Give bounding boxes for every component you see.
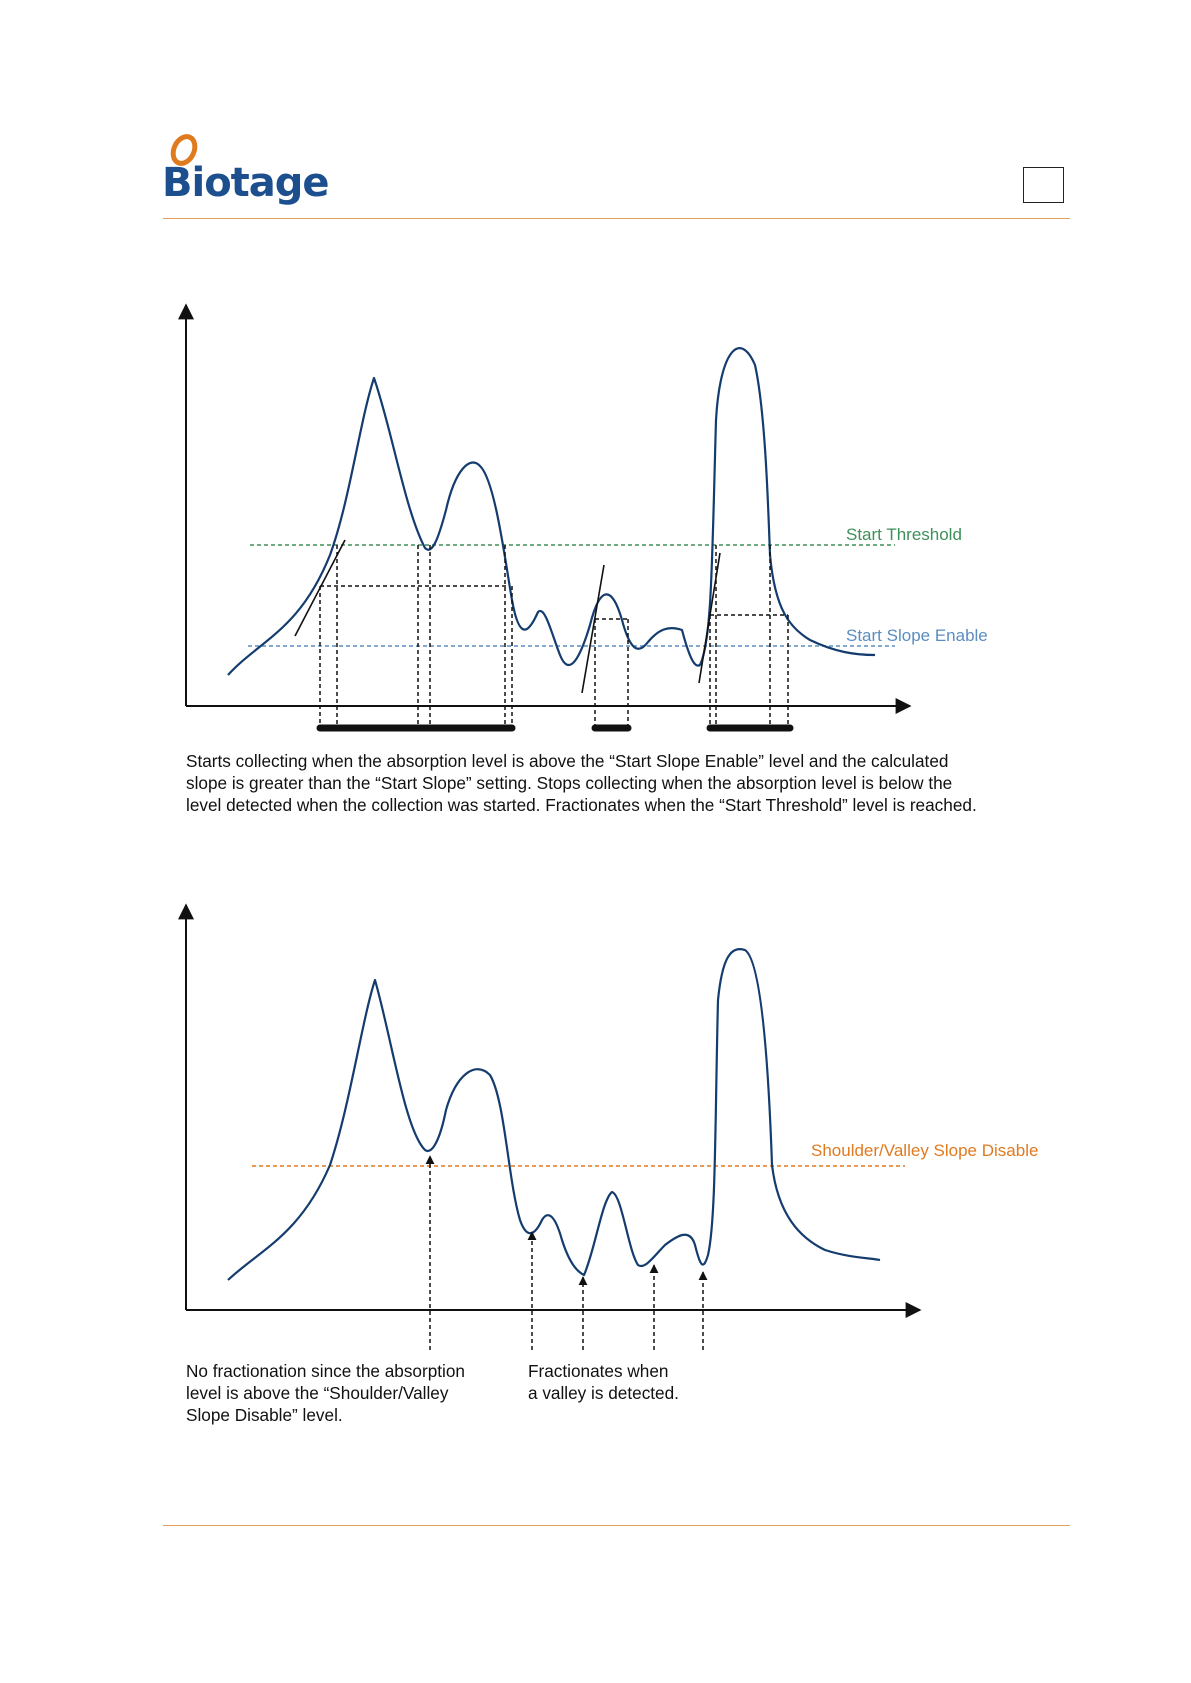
figure-2-caption-left <box>186 1360 496 1426</box>
shoulder-valley-label: Shoulder/Valley Slope Disable <box>811 1141 1039 1160</box>
caption-line: Starts collecting when the absorption level is above the “Start Slope Enable” level and the calculated <box>186 751 949 771</box>
caption-line: Slope Disable” level. <box>186 1405 343 1425</box>
caption-line: slope is greater than the “Start Slope” setting. Stops collecting when the absorption level is below the <box>186 773 953 793</box>
footer-divider <box>163 1525 1070 1526</box>
start-threshold-label: Start Threshold <box>846 525 962 544</box>
caption-line: a valley is detected. <box>528 1383 679 1403</box>
caption-line: No fractionation since the absorption <box>186 1361 465 1381</box>
caption-line: level detected when the collection was started. Fractionates when the “Start Threshold” level is reached. <box>186 795 977 815</box>
figure-2-caption-right <box>528 1360 728 1404</box>
start-slope-enable-label: Start Slope Enable <box>846 626 988 645</box>
caption-line: Fractionates when <box>528 1361 669 1381</box>
caption-line: level is above the “Shoulder/Valley <box>186 1383 449 1403</box>
brand-logo: Biotage <box>162 160 329 206</box>
absorbance-curve <box>228 949 880 1280</box>
